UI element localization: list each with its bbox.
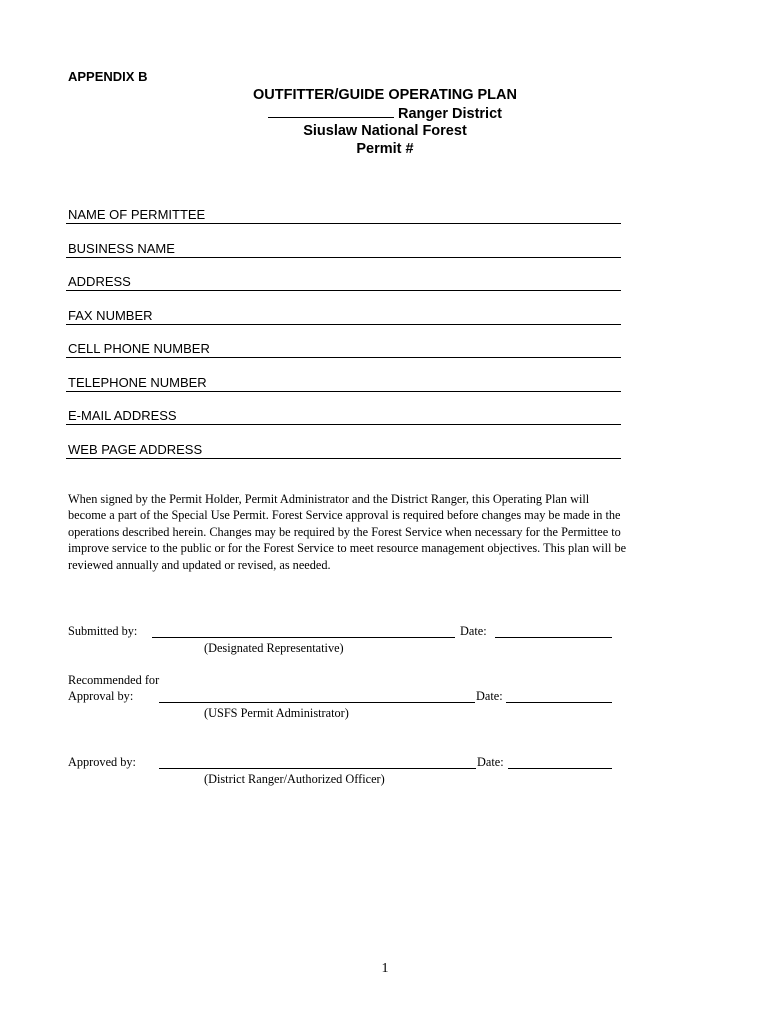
- approved-signature-line[interactable]: [159, 768, 476, 769]
- fax-number-field[interactable]: FAX NUMBER: [66, 308, 621, 325]
- district-ranger-caption: (District Ranger/Authorized Officer): [204, 772, 385, 786]
- address-field[interactable]: ADDRESS: [66, 274, 621, 291]
- approval-by-label: Approval by:: [68, 689, 134, 703]
- paragraph-line: reviewed annually and updated or revised, as needed.: [68, 557, 331, 572]
- approved-date-line[interactable]: [508, 768, 612, 769]
- page-number: 1: [381, 961, 389, 976]
- ranger-district-line: [0, 105, 770, 122]
- paragraph-line: improve service to the public or for the Forest Service to meet resource management objectives. This plan will be: [68, 541, 627, 556]
- recommended-date-label: Date:: [476, 689, 503, 703]
- operating-plan-paragraph: [68, 491, 708, 573]
- telephone-field[interactable]: TELEPHONE NUMBER: [66, 375, 621, 392]
- submitted-date-label: Date:: [460, 624, 487, 638]
- cell-phone-field[interactable]: CELL PHONE NUMBER: [66, 341, 621, 358]
- permittee-name-field[interactable]: NAME OF PERMITTEE: [66, 207, 621, 224]
- permit-number-label: Permit #: [356, 141, 414, 157]
- recommended-date-line[interactable]: [506, 702, 612, 703]
- submitted-by-label: Submitted by:: [68, 624, 138, 638]
- approved-by-label: Approved by:: [68, 755, 136, 769]
- document-title: OUTFITTER/GUIDE OPERATING PLAN: [253, 87, 517, 103]
- paragraph-line: When signed by the Permit Holder, Permit Administrator and the District Ranger, this Operating Plan will: [68, 492, 590, 506]
- forest-name: Siuslaw National Forest: [303, 123, 467, 139]
- email-field[interactable]: E-MAIL ADDRESS: [66, 408, 621, 425]
- ranger-district-label: Ranger District: [398, 106, 502, 122]
- business-name-field[interactable]: BUSINESS NAME: [66, 241, 621, 258]
- approved-date-label: Date:: [477, 755, 504, 769]
- ranger-district-blank[interactable]: [268, 105, 394, 118]
- paragraph-line: become a part of the Special Use Permit. Forest Service approval is required before changes may be made in the: [68, 508, 621, 523]
- usfs-permit-administrator-caption: (USFS Permit Administrator): [204, 706, 349, 720]
- designated-representative-caption: (Designated Representative): [204, 641, 344, 655]
- web-page-field[interactable]: WEB PAGE ADDRESS: [66, 442, 621, 459]
- submitted-by-signature-line[interactable]: [152, 637, 455, 638]
- submitted-date-line[interactable]: [495, 637, 612, 638]
- appendix-label: APPENDIX B: [68, 69, 148, 84]
- recommended-for-label: Recommended for: [68, 673, 160, 687]
- recommended-signature-line[interactable]: [159, 702, 475, 703]
- paragraph-line: operations described herein. Changes may be required by the Forest Service when necessary for the Permittee to: [68, 524, 621, 539]
